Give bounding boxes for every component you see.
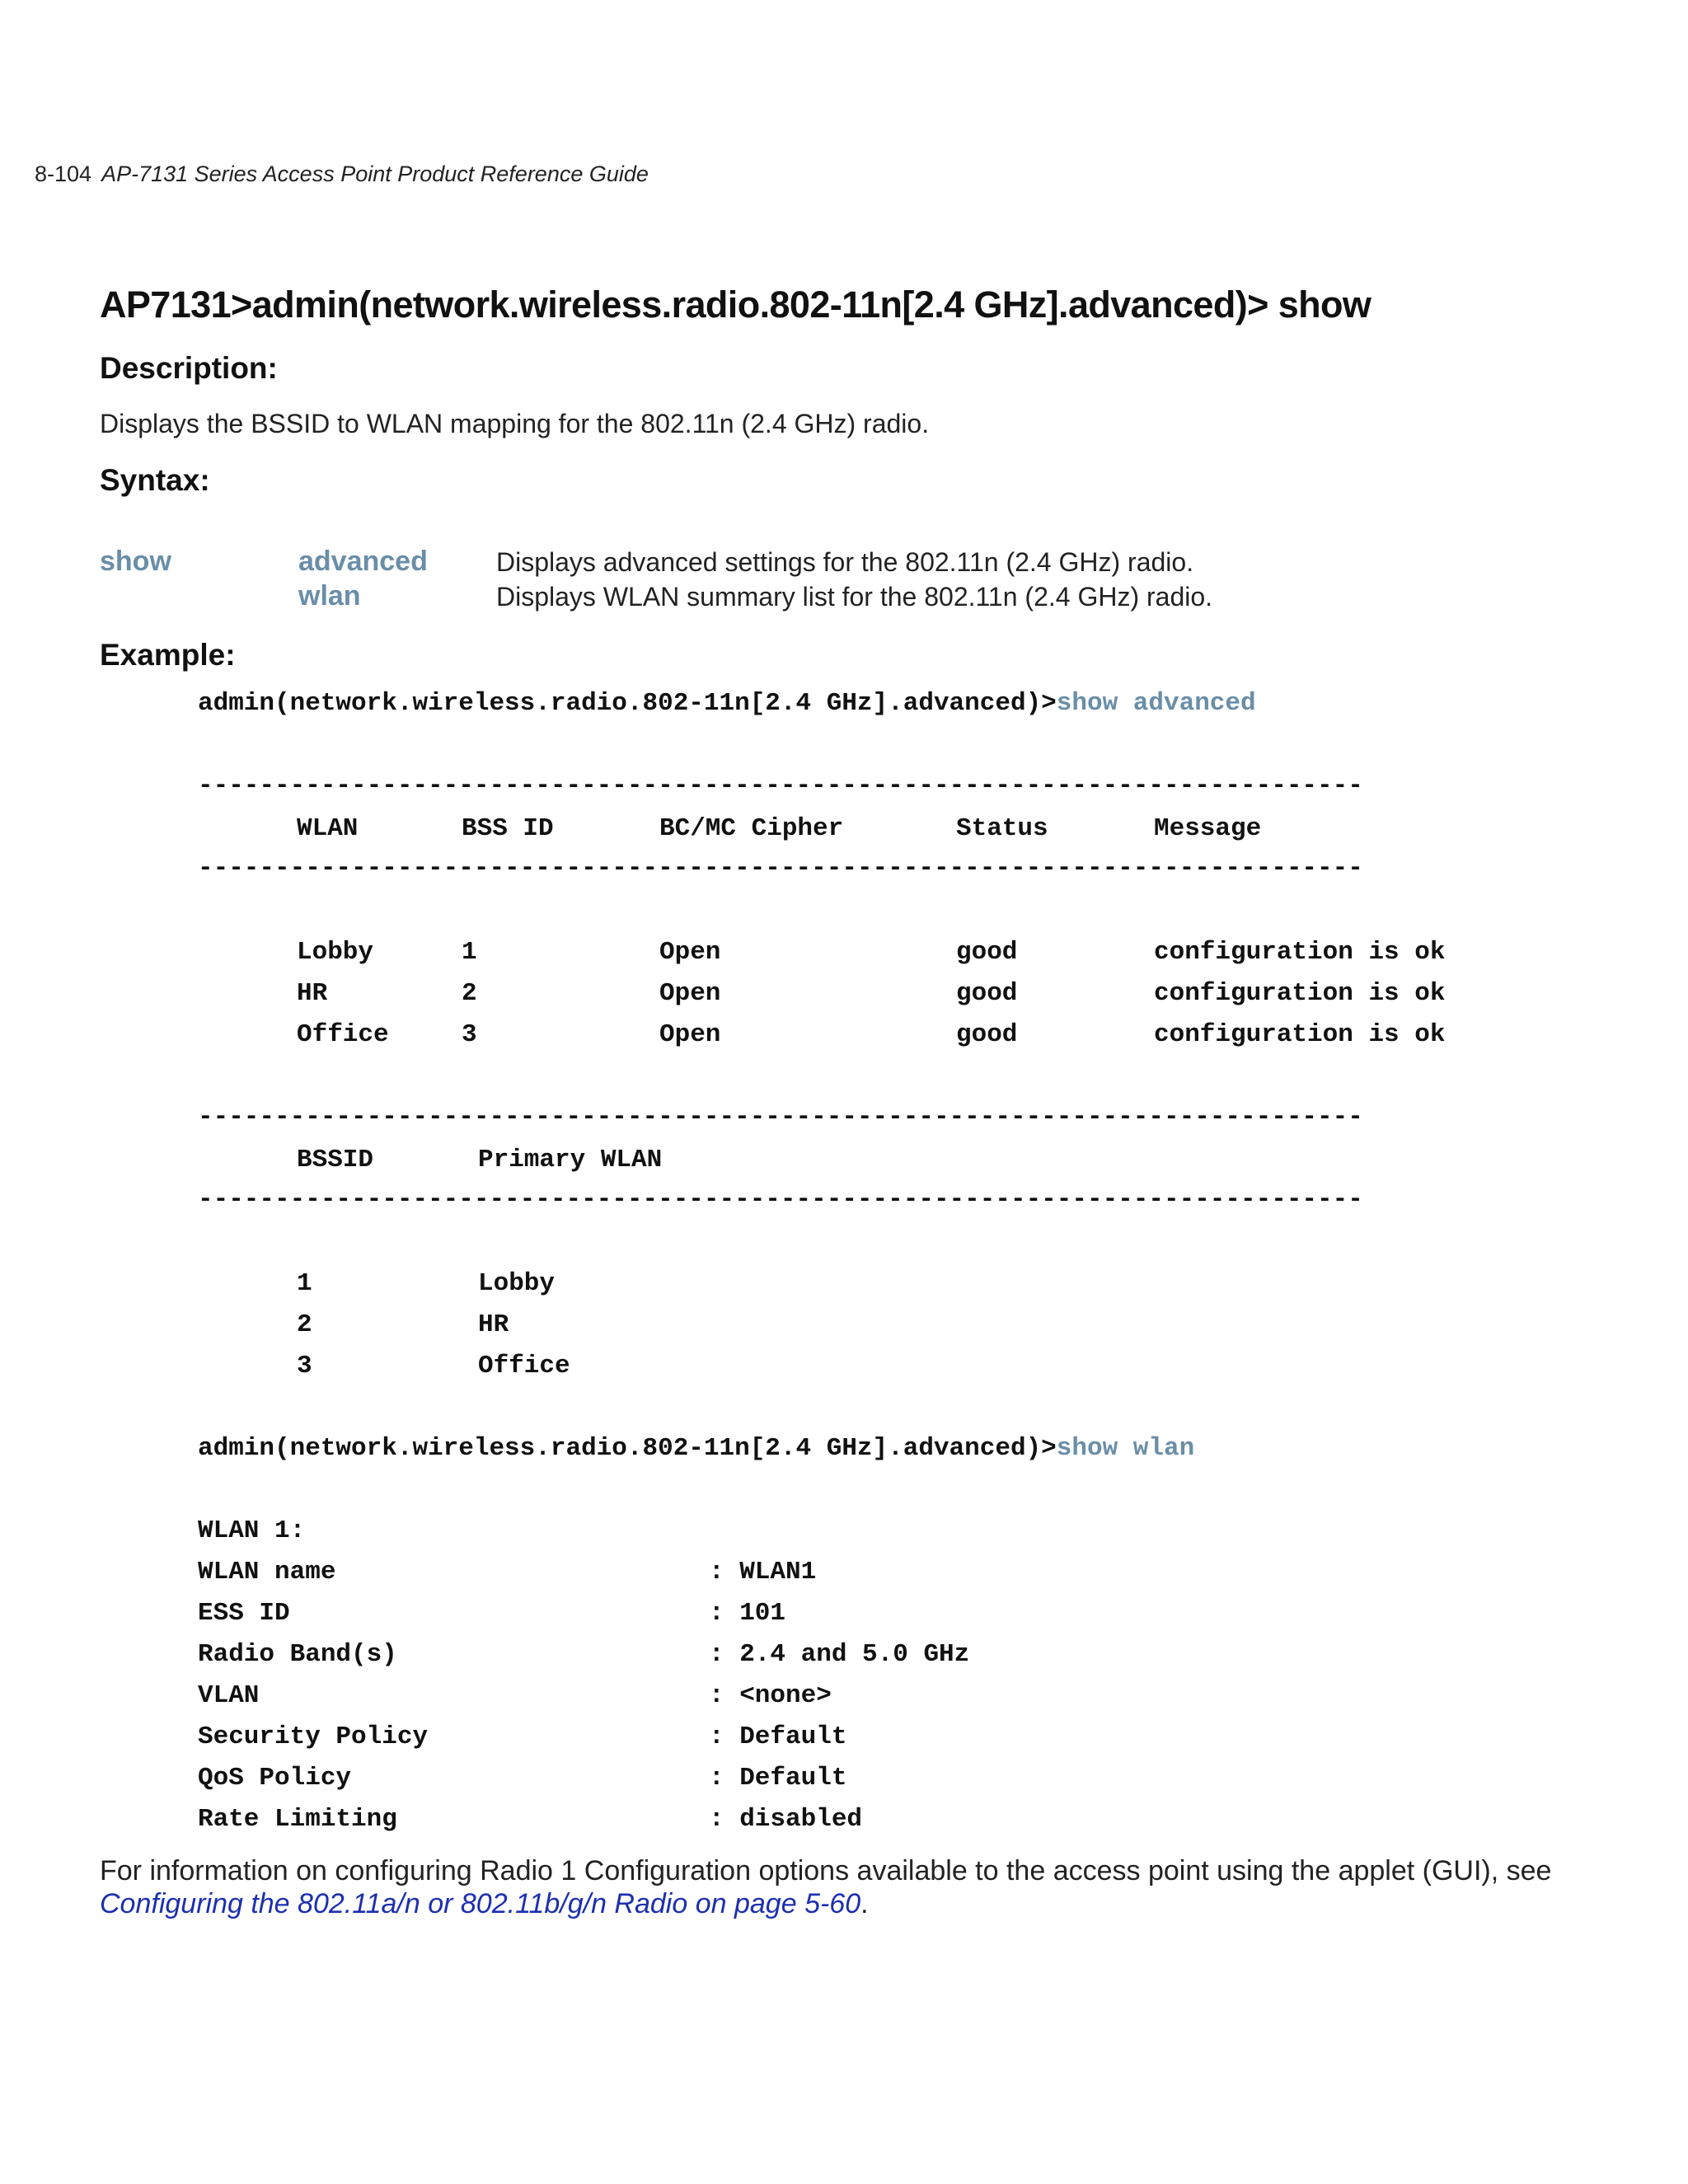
entered-command: show advanced	[1056, 689, 1256, 718]
table-cell: Open	[659, 1020, 721, 1049]
guide-title: AP-7131 Series Access Point Product Reference Guide	[101, 162, 649, 186]
prompt: admin(network.wireless.radio.802-11n[2.4 GHz].advanced)>	[198, 1434, 1057, 1463]
page-number: 8-104	[35, 162, 92, 186]
description-text: Displays the BSSID to WLAN mapping for the 802.11n (2.4 GHz) radio.	[100, 409, 930, 438]
divider-rule: ----------------------------------------------------------------------------	[198, 854, 1363, 883]
entered-command: show wlan	[1056, 1434, 1195, 1463]
table-cell: configuration is ok	[1154, 979, 1446, 1008]
field-value: : WLAN1	[709, 1558, 817, 1586]
table-cell: Office	[478, 1352, 570, 1380]
table-cell: Open	[659, 938, 721, 967]
column-header: BSS ID	[462, 814, 554, 843]
field-value: : 2.4 and 5.0 GHz	[709, 1640, 970, 1669]
syntax-heading: Syntax:	[100, 463, 210, 497]
command-line	[198, 689, 1256, 718]
table-cell: configuration is ok	[1154, 938, 1446, 967]
field-label: Security Policy	[198, 1722, 429, 1751]
table-cell: configuration is ok	[1154, 1020, 1446, 1049]
table-cell: HR	[478, 1310, 509, 1339]
column-header: WLAN	[297, 814, 359, 843]
reference-paragraph	[100, 1854, 1567, 1920]
field-label: ESS ID	[198, 1599, 290, 1628]
table-cell: 1	[462, 938, 477, 967]
divider-rule: ----------------------------------------------------------------------------	[198, 1185, 1363, 1214]
reference-suffix: .	[860, 1888, 869, 1919]
field-value: : <none>	[709, 1681, 832, 1710]
syntax-option-keyword: wlan	[298, 580, 361, 612]
example-heading: Example:	[100, 638, 236, 672]
description-heading: Description:	[100, 351, 278, 385]
table-cell: 1	[297, 1269, 312, 1298]
field-label: Radio Band(s)	[198, 1640, 397, 1669]
table-cell: 3	[462, 1020, 477, 1049]
column-header: Status	[956, 814, 1048, 843]
syntax-command: show	[100, 546, 171, 577]
reference-text: For information on configuring Radio 1 Configuration options available to the access point using the applet (GUI), see	[100, 1855, 1552, 1886]
table-cell: Open	[659, 979, 721, 1008]
table-cell: good	[956, 979, 1018, 1008]
table-cell: Lobby	[297, 938, 374, 967]
field-label: WLAN name	[198, 1558, 336, 1586]
field-value: : disabled	[709, 1805, 863, 1834]
table-cell: good	[956, 1020, 1018, 1049]
table-cell: 2	[297, 1310, 312, 1339]
wlan-title: WLAN 1:	[198, 1516, 306, 1545]
field-value: : Default	[709, 1722, 847, 1751]
cross-reference-link[interactable]: Configuring the 802.11a/n or 802.11b/g/n Radio on page 5-60	[100, 1888, 861, 1919]
prompt: admin(network.wireless.radio.802-11n[2.4 GHz].advanced)>	[198, 689, 1057, 718]
table-cell: good	[956, 938, 1018, 967]
table-cell: Lobby	[478, 1269, 556, 1298]
syntax-option-keyword: advanced	[298, 546, 428, 577]
table-cell: 3	[297, 1352, 312, 1380]
divider-rule: ----------------------------------------------------------------------------	[198, 1103, 1363, 1132]
table-cell: Office	[297, 1020, 389, 1049]
divider-rule: ----------------------------------------------------------------------------	[198, 771, 1363, 800]
field-label: QoS Policy	[198, 1764, 352, 1793]
column-header: BC/MC Cipher	[659, 814, 844, 843]
table-cell: 2	[462, 979, 477, 1008]
column-header: Message	[1154, 814, 1262, 843]
syntax-option-description: Displays advanced settings for the 802.11n (2.4 GHz) radio.	[496, 547, 1194, 577]
command-line	[198, 1434, 1194, 1463]
field-value: : 101	[709, 1599, 786, 1628]
table-cell: HR	[297, 979, 328, 1008]
column-header: BSSID	[297, 1146, 374, 1174]
syntax-option-description: Displays WLAN summary list for the 802.11n (2.4 GHz) radio.	[496, 582, 1213, 612]
field-label: Rate Limiting	[198, 1805, 397, 1834]
field-label: VLAN	[198, 1681, 260, 1710]
column-header: Primary WLAN	[478, 1146, 663, 1174]
running-header	[35, 162, 649, 187]
command-title: AP7131>admin(network.wireless.radio.802-11n[2.4 GHz].advanced)> show	[100, 284, 1372, 326]
field-value: : Default	[709, 1764, 847, 1793]
